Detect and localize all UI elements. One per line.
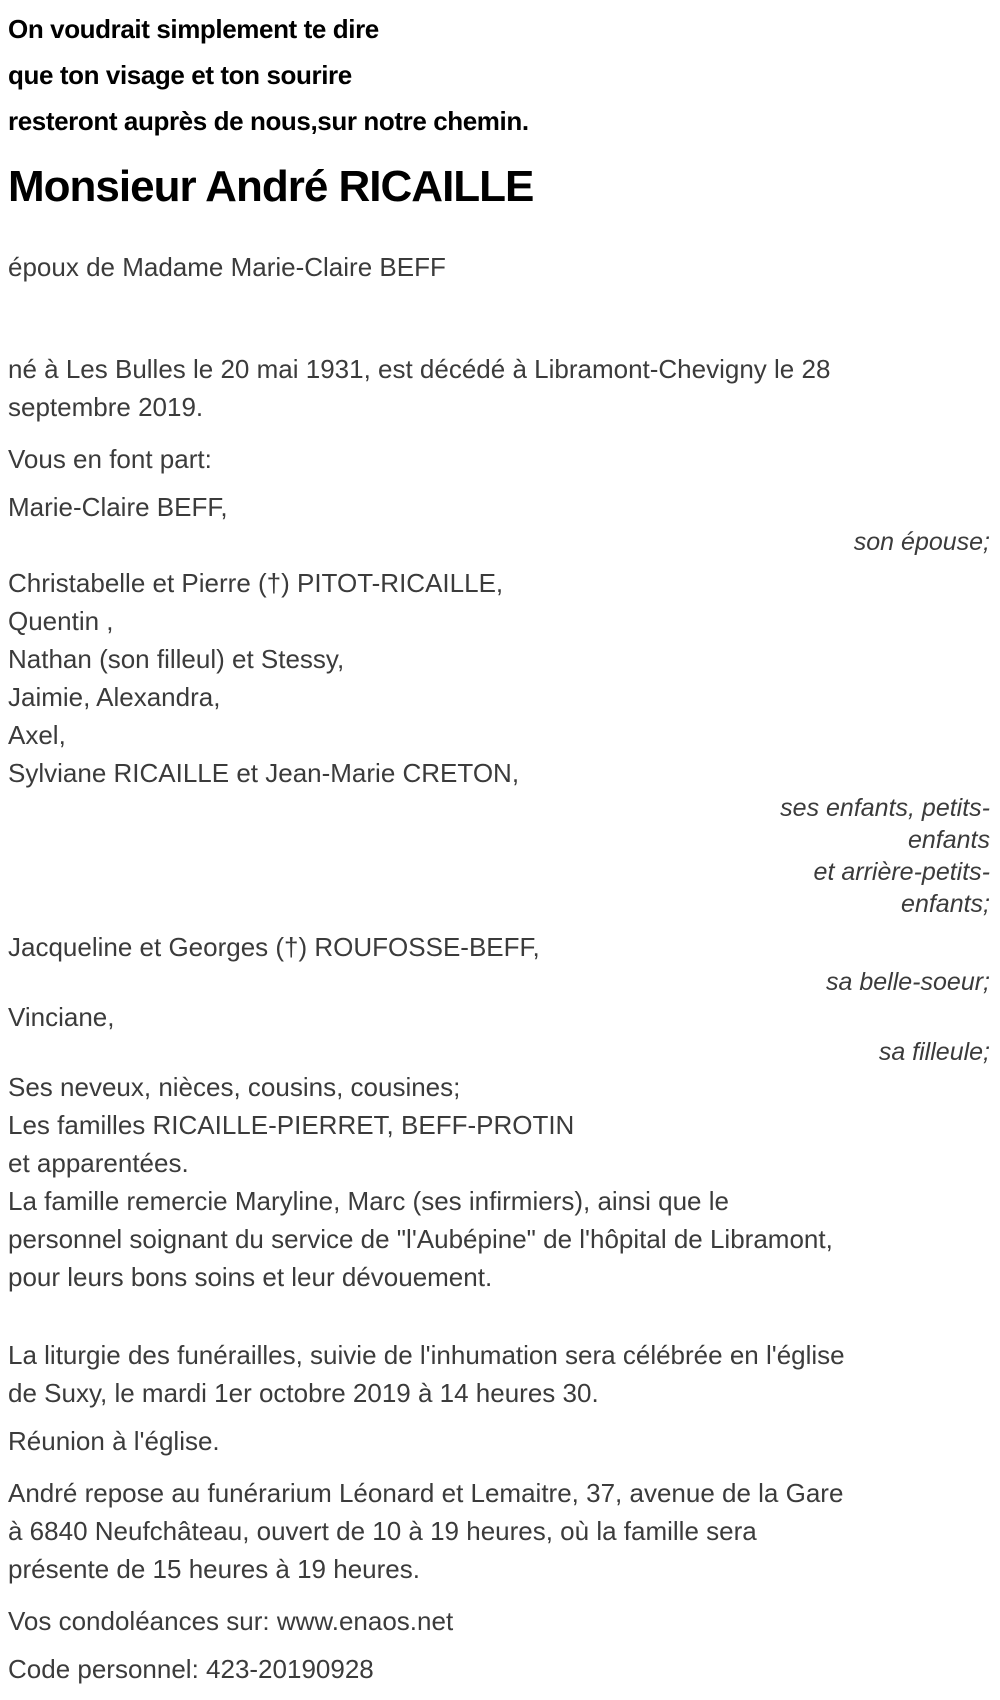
relation-label: ses enfants, petits- — [780, 794, 990, 822]
deceased-name-title: Monsieur André RICAILLE — [8, 162, 534, 211]
relation-label: enfants; — [901, 890, 990, 918]
relation-label: son épouse; — [853, 528, 990, 556]
liturgy-line: La liturgie des funérailles, suivie de l'inhumation sera célébrée en l'église — [8, 1340, 845, 1370]
relation-label: sa belle-soeur; — [826, 968, 990, 996]
liturgy-line: de Suxy, le mardi 1er octobre 2019 à 14 heures 30. — [8, 1378, 599, 1408]
liturgy-paragraph — [8, 1336, 990, 1412]
announcement-intro: Vous en font part: — [8, 444, 212, 474]
family-group-goddaughter — [8, 998, 990, 1068]
family-group-others — [8, 1068, 990, 1182]
thanks-line: pour leurs bons soins et leur dévouement. — [8, 1262, 493, 1292]
family-member-line: Ses neveux, nièces, cousins, cousines; — [8, 1072, 461, 1102]
personal-code-line: Code personnel: 423-20190928 — [8, 1654, 374, 1684]
condolences-line: Vos condoléances sur: www.enaos.net — [8, 1606, 454, 1636]
family-member-line: et apparentées. — [8, 1148, 189, 1178]
birth-death-line: septembre 2019. — [8, 392, 204, 422]
thanks-paragraph — [8, 1182, 990, 1296]
thanks-line: personnel soignant du service de "l'Aubépine" de l'hôpital de Libramont, — [8, 1224, 833, 1254]
family-group-sister-in-law — [8, 928, 990, 998]
relation-label: sa filleule; — [878, 1038, 990, 1066]
spouse-line: époux de Madame Marie-Claire BEFF — [8, 252, 446, 282]
repose-line: présente de 15 heures à 19 heures. — [8, 1554, 420, 1584]
family-member-line: Vinciane, — [8, 1002, 115, 1032]
epitaph-line: On voudrait simplement te dire — [8, 14, 379, 44]
family-member-line: Sylviane RICAILLE et Jean-Marie CRETON, — [8, 758, 520, 788]
epitaph-line: que ton visage et ton sourire — [8, 60, 352, 90]
repose-line: André repose au funérarium Léonard et Lemaitre, 37, avenue de la Gare — [8, 1478, 844, 1508]
family-member-line: Axel, — [8, 720, 66, 750]
repose-line: à 6840 Neufchâteau, ouvert de 10 à 19 heures, où la famille sera — [8, 1516, 757, 1546]
family-member-line: Nathan (son filleul) et Stessy, — [8, 644, 345, 674]
thanks-line: La famille remercie Maryline, Marc (ses infirmiers), ainsi que le — [8, 1186, 729, 1216]
repose-paragraph — [8, 1474, 990, 1588]
birth-death-paragraph — [8, 350, 990, 426]
family-member-line: Marie-Claire BEFF, — [8, 492, 228, 522]
relation-label: et arrière-petits- — [813, 858, 990, 886]
epitaph — [8, 6, 990, 144]
family-member-line: Quentin , — [8, 606, 114, 636]
relation-label: enfants — [907, 826, 990, 854]
family-member-line: Les familles RICAILLE-PIERRET, BEFF-PROTIN — [8, 1110, 575, 1140]
epitaph-line: resteront auprès de nous,sur notre chemin. — [8, 106, 529, 136]
family-group-children — [8, 564, 990, 920]
family-member-line: Christabelle et Pierre (†) PITOT-RICAILLE, — [8, 568, 504, 598]
meeting-line: Réunion à l'église. — [8, 1426, 220, 1456]
birth-death-line: né à Les Bulles le 20 mai 1931, est décédé à Libramont-Chevigny le 28 — [8, 354, 831, 384]
family-group-spouse — [8, 488, 990, 558]
family-member-line: Jaimie, Alexandra, — [8, 682, 221, 712]
family-member-line: Jacqueline et Georges (†) ROUFOSSE-BEFF, — [8, 932, 540, 962]
